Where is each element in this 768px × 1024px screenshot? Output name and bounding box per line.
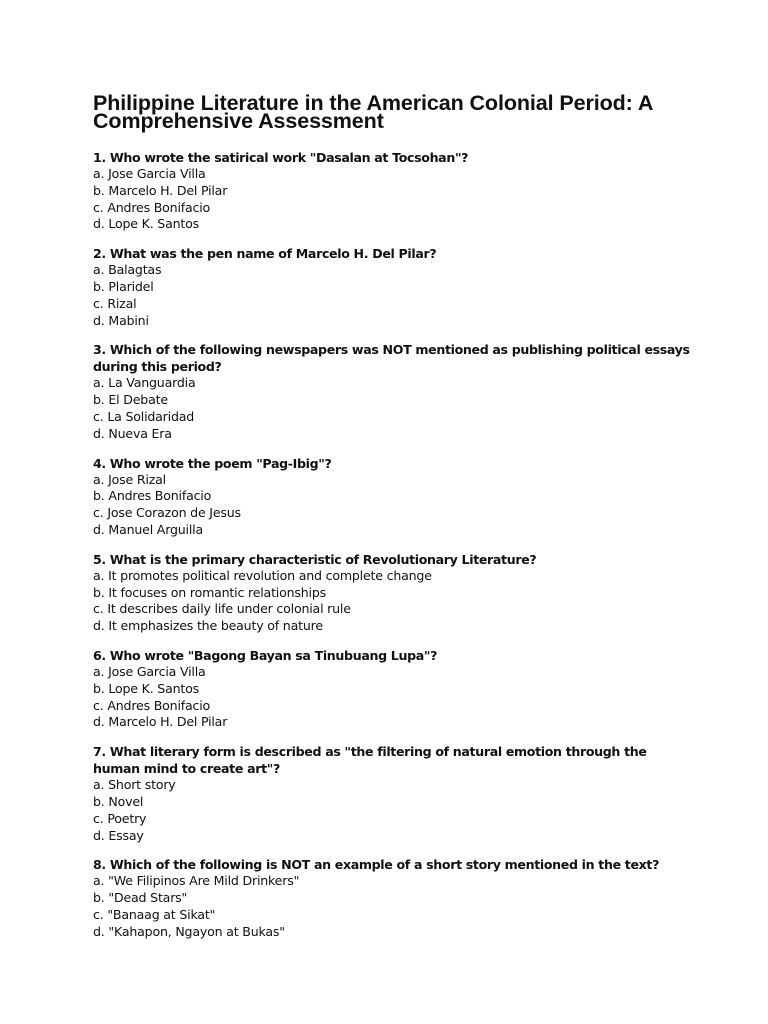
option-list [93,664,693,731]
option-b: b. "Dead Stars" [93,890,188,906]
option-b: b. It focuses on romantic relationships [93,584,326,600]
question-text: 4. Who wrote the poem "Pag-Ibig"? [93,455,332,471]
option-c: c. La Solidaridad [93,408,195,424]
option-a: a. Jose Garcia Villa [93,166,206,181]
option-c: c. Rizal [93,295,137,311]
document-page [93,91,693,953]
option-d: d. "Kahapon, Ngayon at Bukas" [93,923,285,939]
option-a: a. "We Filipinos Are Mild Drinkers" [93,873,300,889]
option-c: c. Jose Corazon de Jesus [93,505,241,521]
option-list [93,568,693,635]
option-c: c. "Banaag at Sikat" [93,906,216,922]
question-6 [93,647,693,731]
question-text: 6. Who wrote "Bagong Bayan sa Tinubuang Lupa"? [93,647,438,663]
question-7 [93,743,693,844]
option-d: d. Mabini [93,312,149,328]
question-text: 1. Who wrote the satirical work "Dasalan at Tocsohan"? [93,150,469,165]
option-d: d. Marcelo H. Del Pilar [93,714,228,730]
document-title: Philippine Literature in the American Colonial Period: A Comprehensive Assessment [93,91,653,133]
option-c: c. It describes daily life under colonial rule [93,601,351,617]
question-3 [93,341,693,442]
question-5 [93,551,693,635]
option-a: a. Short story [93,777,176,793]
question-8 [93,856,693,940]
option-list [93,262,693,329]
option-b: b. Andres Bonifacio [93,488,212,504]
option-c: c. Andres Bonifacio [93,697,211,713]
option-b: b. Plaridel [93,278,154,294]
option-b: b. Lope K. Santos [93,680,200,696]
option-list [93,375,693,442]
option-list [93,472,693,539]
option-b: b. Novel [93,793,144,809]
option-d: d. Nueva Era [93,425,172,441]
option-c: c. Poetry [93,810,147,826]
question-text: 8. Which of the following is NOT an example of a short story mentioned in the text? [93,857,660,873]
option-d: d. Lope K. Santos [93,216,200,232]
question-1 [93,149,693,233]
option-b: b. Marcelo H. Del Pilar [93,182,228,198]
option-list [93,777,693,844]
option-d: d. Manuel Arguilla [93,521,203,537]
question-text: 3. Which of the following newspapers was NOT mentioned as publishing political essays during this period? [93,342,690,375]
option-d: d. Essay [93,827,144,843]
option-c: c. Andres Bonifacio [93,199,211,215]
option-a: a. Balagtas [93,262,162,278]
option-a: a. Jose Rizal [93,471,166,487]
option-list [93,873,693,940]
option-a: a. Jose Garcia Villa [93,663,206,679]
question-text: 5. What is the primary characteristic of Revolutionary Literature? [93,551,537,567]
option-a: a. It promotes political revolution and complete change [93,567,432,583]
question-text: 2. What was the pen name of Marcelo H. Del Pilar? [93,246,437,262]
option-b: b. El Debate [93,392,168,408]
option-a: a. La Vanguardia [93,375,196,391]
option-list [93,166,693,233]
question-4 [93,455,693,539]
question-2 [93,245,693,329]
question-text: 7. What literary form is described as "the filtering of natural emotion through the human mind to create art"? [93,744,647,777]
option-d: d. It emphasizes the beauty of nature [93,618,323,634]
